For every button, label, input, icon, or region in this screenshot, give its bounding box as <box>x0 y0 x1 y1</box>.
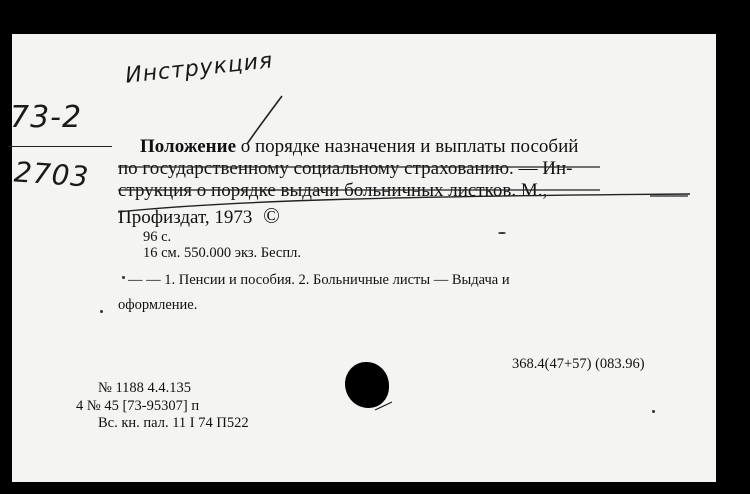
speck <box>100 310 103 313</box>
entry-line-2: по государственному социальному страхованию. — Ин- <box>118 158 573 179</box>
publisher-year: Профиздат, 1973 <box>118 207 253 228</box>
footer-line-3: Вс. кн. пал. 11 I 74 П522 <box>98 415 249 431</box>
speck <box>498 232 506 234</box>
footer-line-1: № 1188 4.4.135 <box>98 380 192 396</box>
handwritten-title: Инструкция <box>124 48 275 89</box>
speck <box>652 410 655 413</box>
copyright-symbol: © <box>263 203 280 228</box>
classification-index: 368.4(47+57) (083.96) <box>512 356 645 372</box>
speck <box>122 276 125 279</box>
call-number-bottom: 2703 <box>12 155 91 194</box>
size-and-copies: 16 см. 550.000 экз. Беспл. <box>143 245 301 261</box>
entry-line-3: струкция о порядке выдачи больничных листков. М., <box>118 180 548 201</box>
footer-line-2: 4 № 45 [73-95307] п <box>76 398 200 414</box>
entry-line-1-text: о порядке назначения и выплаты пособий <box>240 136 579 157</box>
ink-blot <box>345 362 389 408</box>
call-number-top: 73-2 <box>10 100 83 135</box>
entry-heading: Положение <box>140 136 237 157</box>
page-count: 96 с. <box>143 229 172 245</box>
subject-headings-cont: оформление. <box>118 297 198 313</box>
subject-headings: — — 1. Пенсии и пособия. 2. Больничные листы — Выдача и <box>128 272 510 288</box>
